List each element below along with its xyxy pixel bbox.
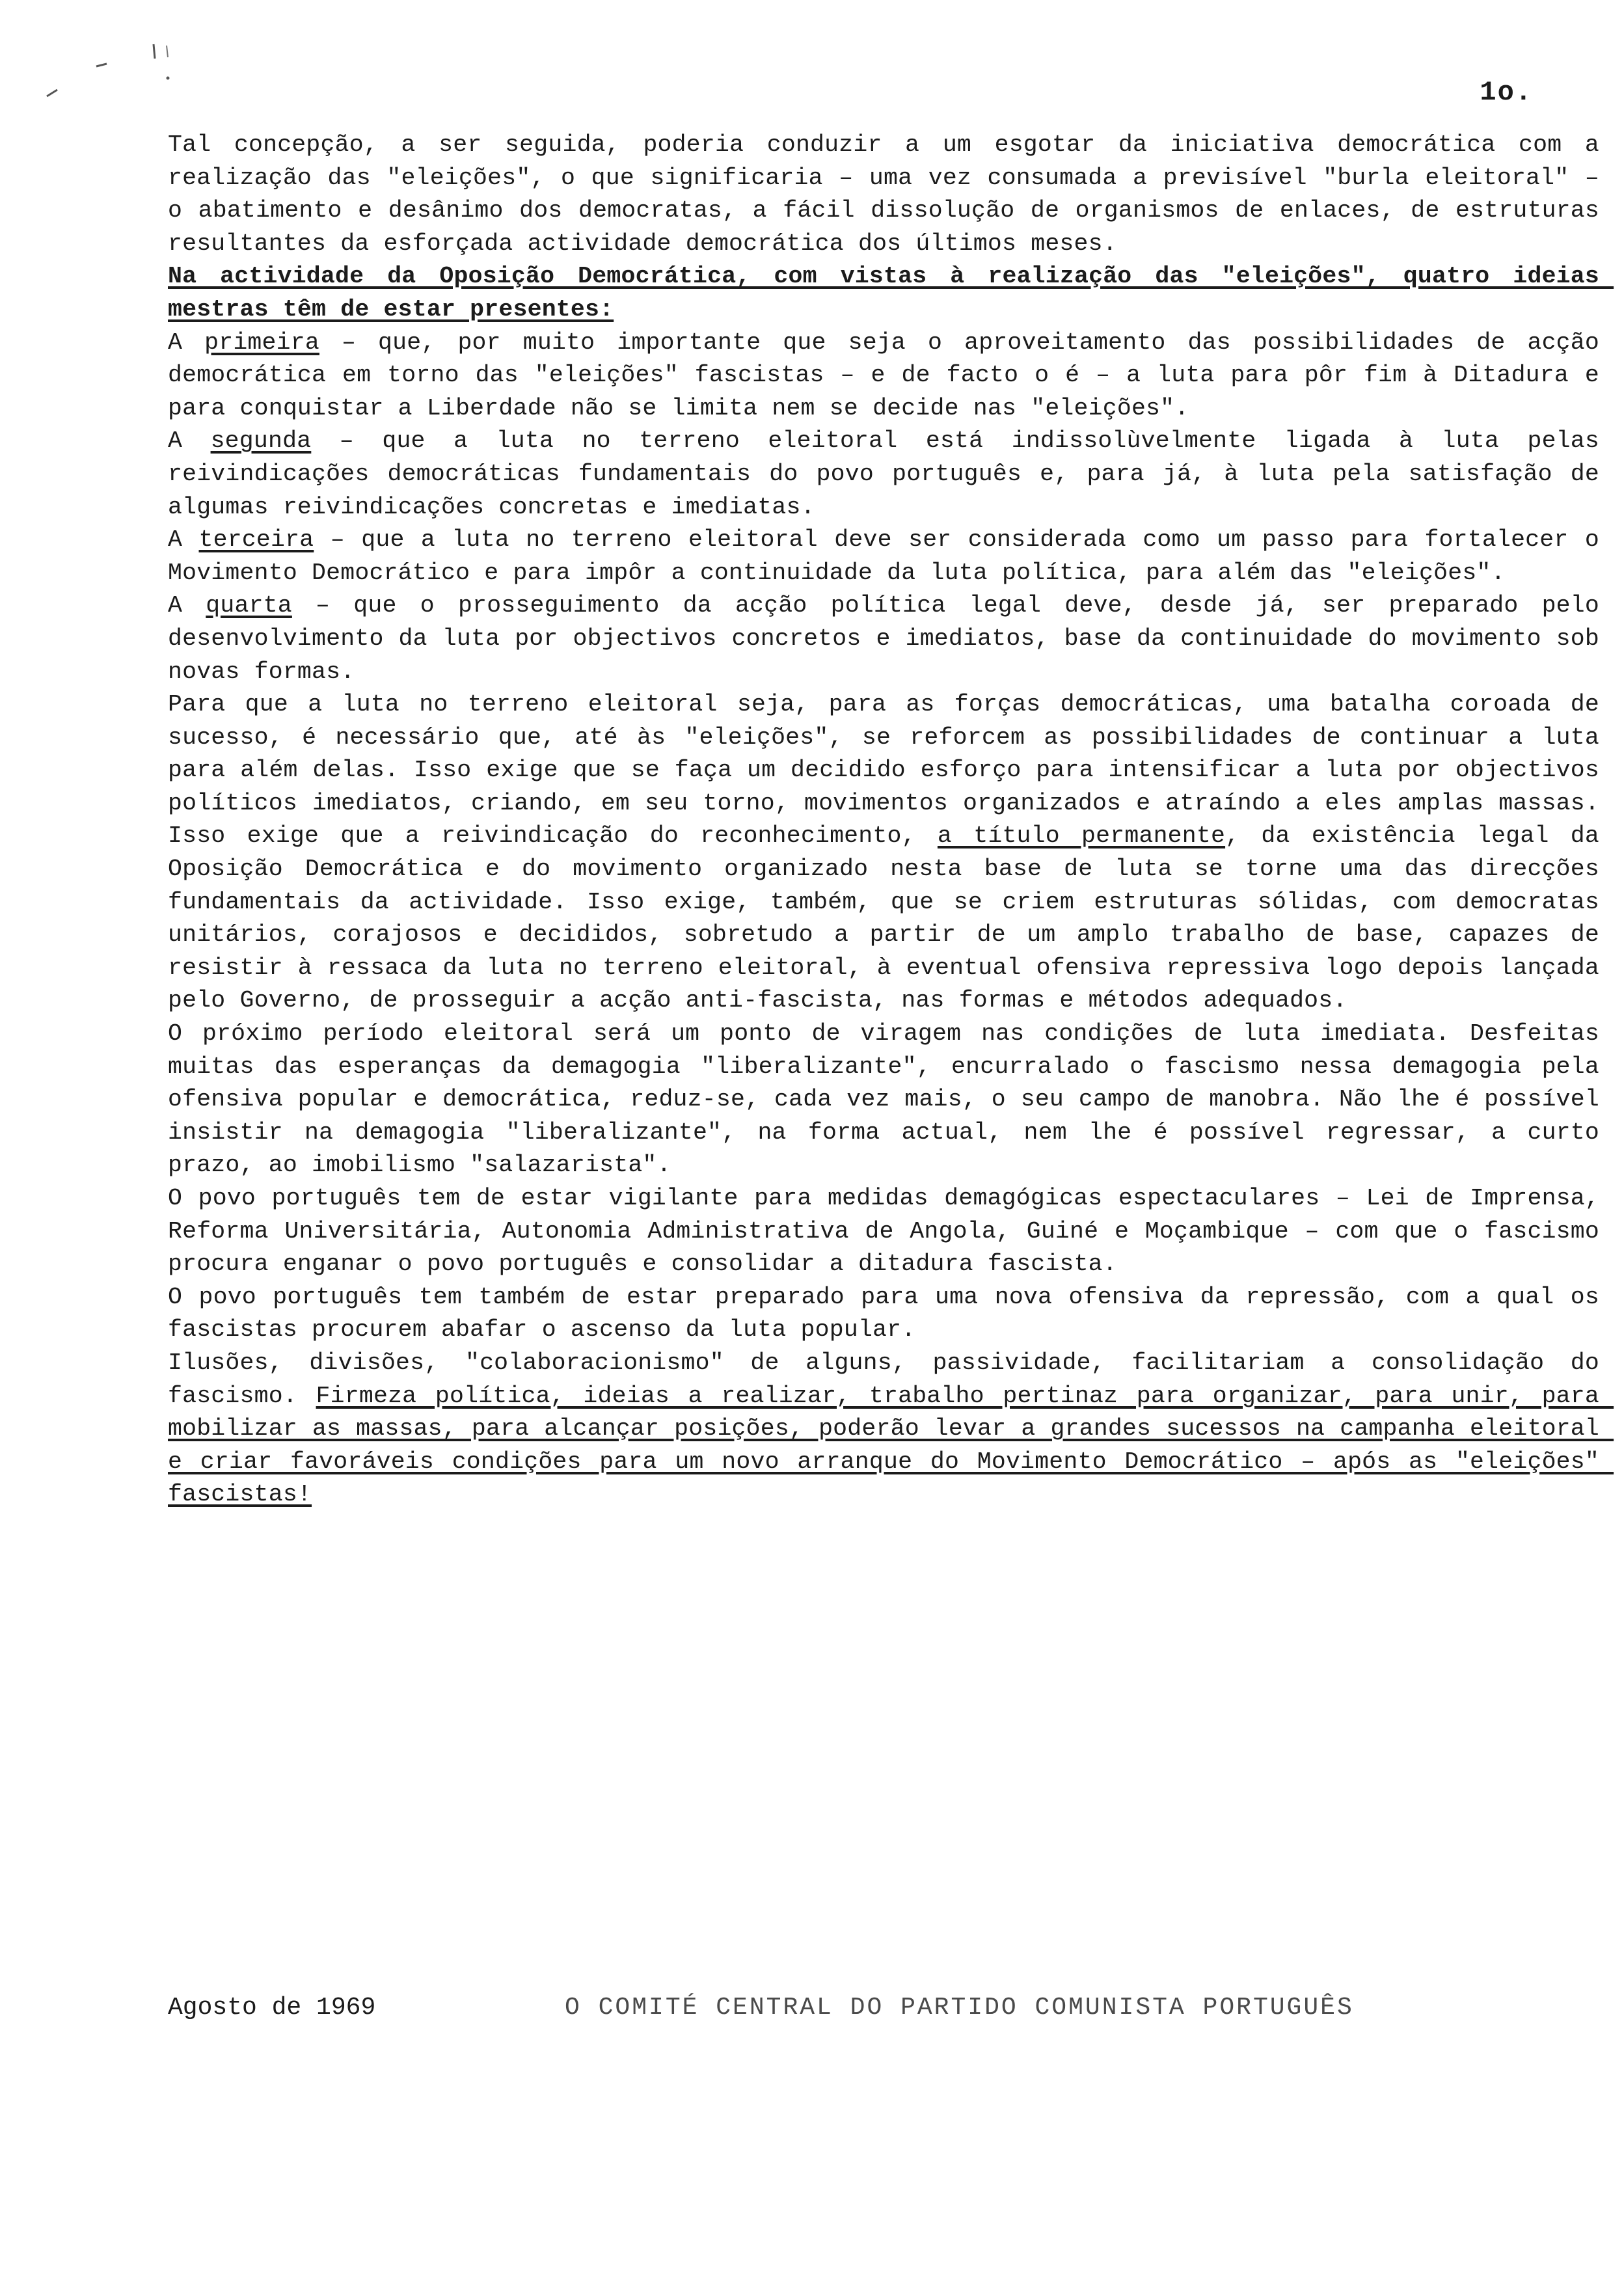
underlined-text: a título permanente [937, 822, 1226, 850]
footer-date: Agosto de 1969 [168, 1994, 376, 2022]
paragraph-text: O povo português tem de estar vigilante para medidas demagógicas espectaculares – Lei de Imprensa, Reforma Universitária, Autonomia Administrativa de Angola, Guiné e Moçambique – com que o fascismo procura enganar o povo português e consolidar a ditadura fascista. [168, 1185, 1614, 1278]
paragraph [168, 260, 1614, 326]
paragraph-text: A [168, 526, 199, 554]
underlined-text: terceira [198, 526, 314, 554]
paragraph [168, 688, 1614, 1018]
document-footer [168, 1994, 1599, 2033]
paragraph [168, 425, 1614, 524]
paragraph [168, 524, 1614, 590]
paragraph-text: – que, por muito importante que seja o aproveitamento das possibilidades de acção democrática em torno das "eleições" fascistas – e de facto o é – a luta para pôr fim à Ditadura e para conquistar a Liberdade não se limita nem se decide nas "eleições". [168, 329, 1614, 422]
paragraph-text: Tal concepção, a ser seguida, poderia conduzir a um esgotar da iniciativa democrática com a realização das "eleições", o que significaria – uma vez consumada a previsível "burla eleitoral" – o abatimento e desânimo dos democratas, a fácil dissolução de organismos de enlaces, de estruturas resultantes da esforçada actividade democrática dos últimos meses. [168, 131, 1614, 257]
paragraph [168, 1182, 1614, 1281]
paragraph-text: A [168, 329, 205, 356]
paragraph [168, 590, 1614, 688]
margin-pen-marks [39, 26, 208, 104]
underlined-text: quarta [206, 592, 292, 619]
paragraph [168, 1347, 1614, 1512]
paragraph-text: A [168, 592, 206, 619]
paragraph-text: Ilusões, divisões, "colaboracionismo" de alguns, passividade, facilitariam a consolidação do fascismo. [168, 1349, 1614, 1409]
underlined-text: Na actividade da Oposição Democrática, com vistas à realização das "eleições", quatro ideias mestras têm de estar presentes: [168, 263, 1614, 323]
underlined-text: primeira [204, 329, 319, 356]
paragraph-text: O próximo período eleitoral será um ponto de viragem nas condições de luta imediata. Desfeitas muitas das esperanças da demagogia "liberalizante", encurralado o fascismo nessa demagogia pela ofensiva popular e democrática, reduz-se, cada vez mais, o seu campo de manobra. Não lhe é possível insistir na demagogia "liberalizante", na forma actual, nem lhe é possível regressar, a curto prazo, ao imobilismo "salazarista". [168, 1020, 1614, 1179]
underlined-text: segunda [210, 428, 312, 455]
document-body [168, 129, 1614, 1512]
paragraph [168, 129, 1614, 260]
page-number: 1o. [1480, 77, 1533, 108]
paragraph-text: – que o prosseguimento da acção política legal deve, desde já, ser preparado pelo desenvolvimento da luta por objectivos concretos e imediatos, base da continuidade do movimento sob novas formas. [168, 592, 1614, 685]
footer-signature: O COMITÉ CENTRAL DO PARTIDO COMUNISTA PORTUGUÊS [565, 1994, 1354, 2022]
paragraph-text: – que a luta no terreno eleitoral deve ser considerada como um passo para fortalecer o Movimento Democrático e para impôr a continuidade da luta política, para além das "eleições". [168, 526, 1614, 586]
paragraph-text: A [168, 428, 211, 455]
paragraph [168, 327, 1614, 426]
paragraph-text: , da existência legal da Oposição Democrática e do movimento organizado nesta base de luta se torne uma das direcções fundamentais da actividade. Isso exige, também, que se criem estruturas sólidas, com democratas unitários, corajosos e decididos, sobretudo a partir de um amplo trabalho de base, capazes de resistir à ressaca da luta no terreno eleitoral, à eventual ofensiva repressiva logo depois lançada pelo Governo, de prosseguir a acção anti-fascista, nas formas e métodos adequados. [168, 822, 1614, 1014]
underlined-text: Firmeza política, ideias a realizar, trabalho pertinaz para organizar, para unir, para mobilizar as massas, para alcançar posições, poderão levar a grandes sucessos na campanha eleitoral e criar favoráveis condições para um novo arranque do Movimento Democrático – após as "eleições" fascistas! [168, 1382, 1614, 1508]
paragraph-text: O povo português tem também de estar preparado para uma nova ofensiva da repressão, com a qual os fascistas procurem abafar o ascenso da luta popular. [168, 1283, 1614, 1344]
paragraph [168, 1281, 1614, 1347]
paragraph [168, 1018, 1614, 1182]
paragraph-text: – que a luta no terreno eleitoral está indissolùvelmente ligada à luta pelas reivindicações democráticas fundamentais do povo português e, para já, à luta pela satisfação de algumas reivindicações concretas e imediatas. [168, 428, 1614, 521]
paragraph-text: Para que a luta no terreno eleitoral seja, para as forças democráticas, uma batalha coroada de sucesso, é necessário que, até às "eleições", se reforcem as possibilidades de continuar a luta para além delas. Isso exige que se faça um decidido esforço para intensificar a luta por objectivos políticos imediatos, criando, em seu torno, movimentos organizados e atraíndo a eles amplas massas. Isso exige que a reivindicação do reconhecimento, [168, 691, 1614, 850]
